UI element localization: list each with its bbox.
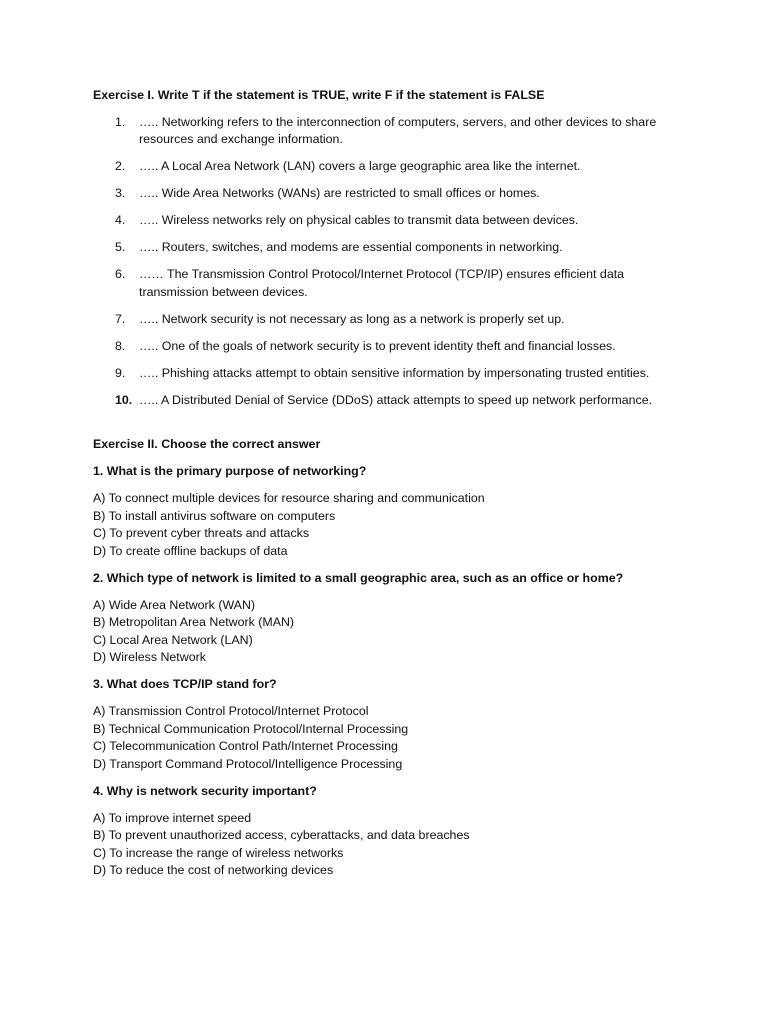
exercise1-heading: Exercise I. Write T if the statement is TRUE, write F if the statement is FALSE [93, 88, 545, 102]
tf-item-text: ….. One of the goals of network security is to prevent identity theft and financial losses. [139, 338, 616, 353]
exercise2-heading: Exercise II. Choose the correct answer [93, 437, 321, 451]
tf-item [93, 114, 679, 149]
tf-item-text: ….. Wireless networks rely on physical cables to transmit data between devices. [139, 213, 579, 227]
tf-item [93, 392, 679, 410]
tf-item-number: 9. [115, 365, 126, 380]
tf-item [93, 338, 679, 356]
tf-item-number: 8. [115, 338, 126, 353]
question-block [93, 463, 693, 560]
tf-item-number: 3. [115, 186, 126, 200]
tf-item-number: 6. [115, 267, 126, 281]
question-text: 4. Why is network security important? [93, 783, 317, 798]
tf-item-text: ….. A Local Area Network (LAN) covers a large geographic area like the internet. [139, 159, 581, 173]
tf-item [93, 365, 679, 383]
answer-options [93, 597, 693, 667]
tf-item-text: ….. Phishing attacks attempt to obtain sensitive information by impersonating trusted entities. [139, 365, 650, 380]
question-block [93, 783, 693, 880]
answer-option: C) Telecommunication Control Path/Internet Processing [93, 739, 398, 753]
tf-item-text: ….. Wide Area Networks (WANs) are restricted to small offices or homes. [139, 186, 540, 200]
tf-item-text: ….. Routers, switches, and modems are essential components in networking. [139, 240, 563, 254]
tf-item-number: 5. [115, 240, 126, 254]
tf-item-text: ….. Networking refers to the interconnection of computers, servers, and other devices to share resources and exchange information. [139, 114, 657, 146]
tf-item-text: ….. A Distributed Denial of Service (DDoS) attack attempts to speed up network performance. [139, 392, 653, 407]
tf-item [93, 239, 679, 257]
question-text: 2. Which type of network is limited to a small geographic area, such as an office or home? [93, 570, 624, 585]
question-block [93, 676, 693, 773]
tf-item [93, 311, 679, 329]
question-text: 1. What is the primary purpose of networking? [93, 464, 367, 478]
tf-item-number: 2. [115, 159, 126, 173]
tf-item [93, 185, 679, 203]
answer-options [93, 490, 693, 560]
answer-option: D) Transport Command Protocol/Intelligence Processing [93, 756, 403, 771]
answer-option: C) To increase the range of wireless networks [93, 845, 344, 860]
tf-item [93, 266, 679, 301]
answer-option: B) To install antivirus software on computers [93, 508, 336, 523]
tf-item [93, 212, 679, 230]
answer-options [93, 810, 693, 880]
answer-option: B) Technical Communication Protocol/Internal Processing [93, 721, 409, 736]
answer-option: D) To reduce the cost of networking devices [93, 863, 334, 877]
answer-option: B) To prevent unauthorized access, cyberattacks, and data breaches [93, 828, 470, 842]
tf-item-number: 1. [115, 114, 126, 129]
answer-option: C) Local Area Network (LAN) [93, 632, 253, 647]
answer-options [93, 703, 693, 773]
tf-item-number: 4. [115, 213, 126, 227]
tf-item-text: …… The Transmission Control Protocol/Internet Protocol (TCP/IP) ensures efficient data transmission between devices. [139, 267, 625, 299]
answer-option: A) To connect multiple devices for resource sharing and communication [93, 491, 485, 505]
tf-item-number: 7. [115, 311, 126, 326]
document-content [93, 87, 693, 880]
answer-option: C) To prevent cyber threats and attacks [93, 526, 310, 540]
tf-item [93, 158, 679, 176]
answer-option: D) To create offline backups of data [93, 543, 288, 558]
true-false-list [93, 114, 693, 410]
question-block [93, 570, 693, 667]
answer-option: A) Wide Area Network (WAN) [93, 597, 256, 612]
answer-option: B) Metropolitan Area Network (MAN) [93, 615, 295, 629]
tf-item-text: ….. Network security is not necessary as long as a network is properly set up. [139, 311, 565, 326]
question-text: 3. What does TCP/IP stand for? [93, 677, 277, 691]
answer-option: A) Transmission Control Protocol/Internet Protocol [93, 704, 369, 718]
tf-item-number: 10. [115, 392, 133, 407]
answer-option: A) To improve internet speed [93, 810, 252, 825]
answer-option: D) Wireless Network [93, 650, 206, 664]
